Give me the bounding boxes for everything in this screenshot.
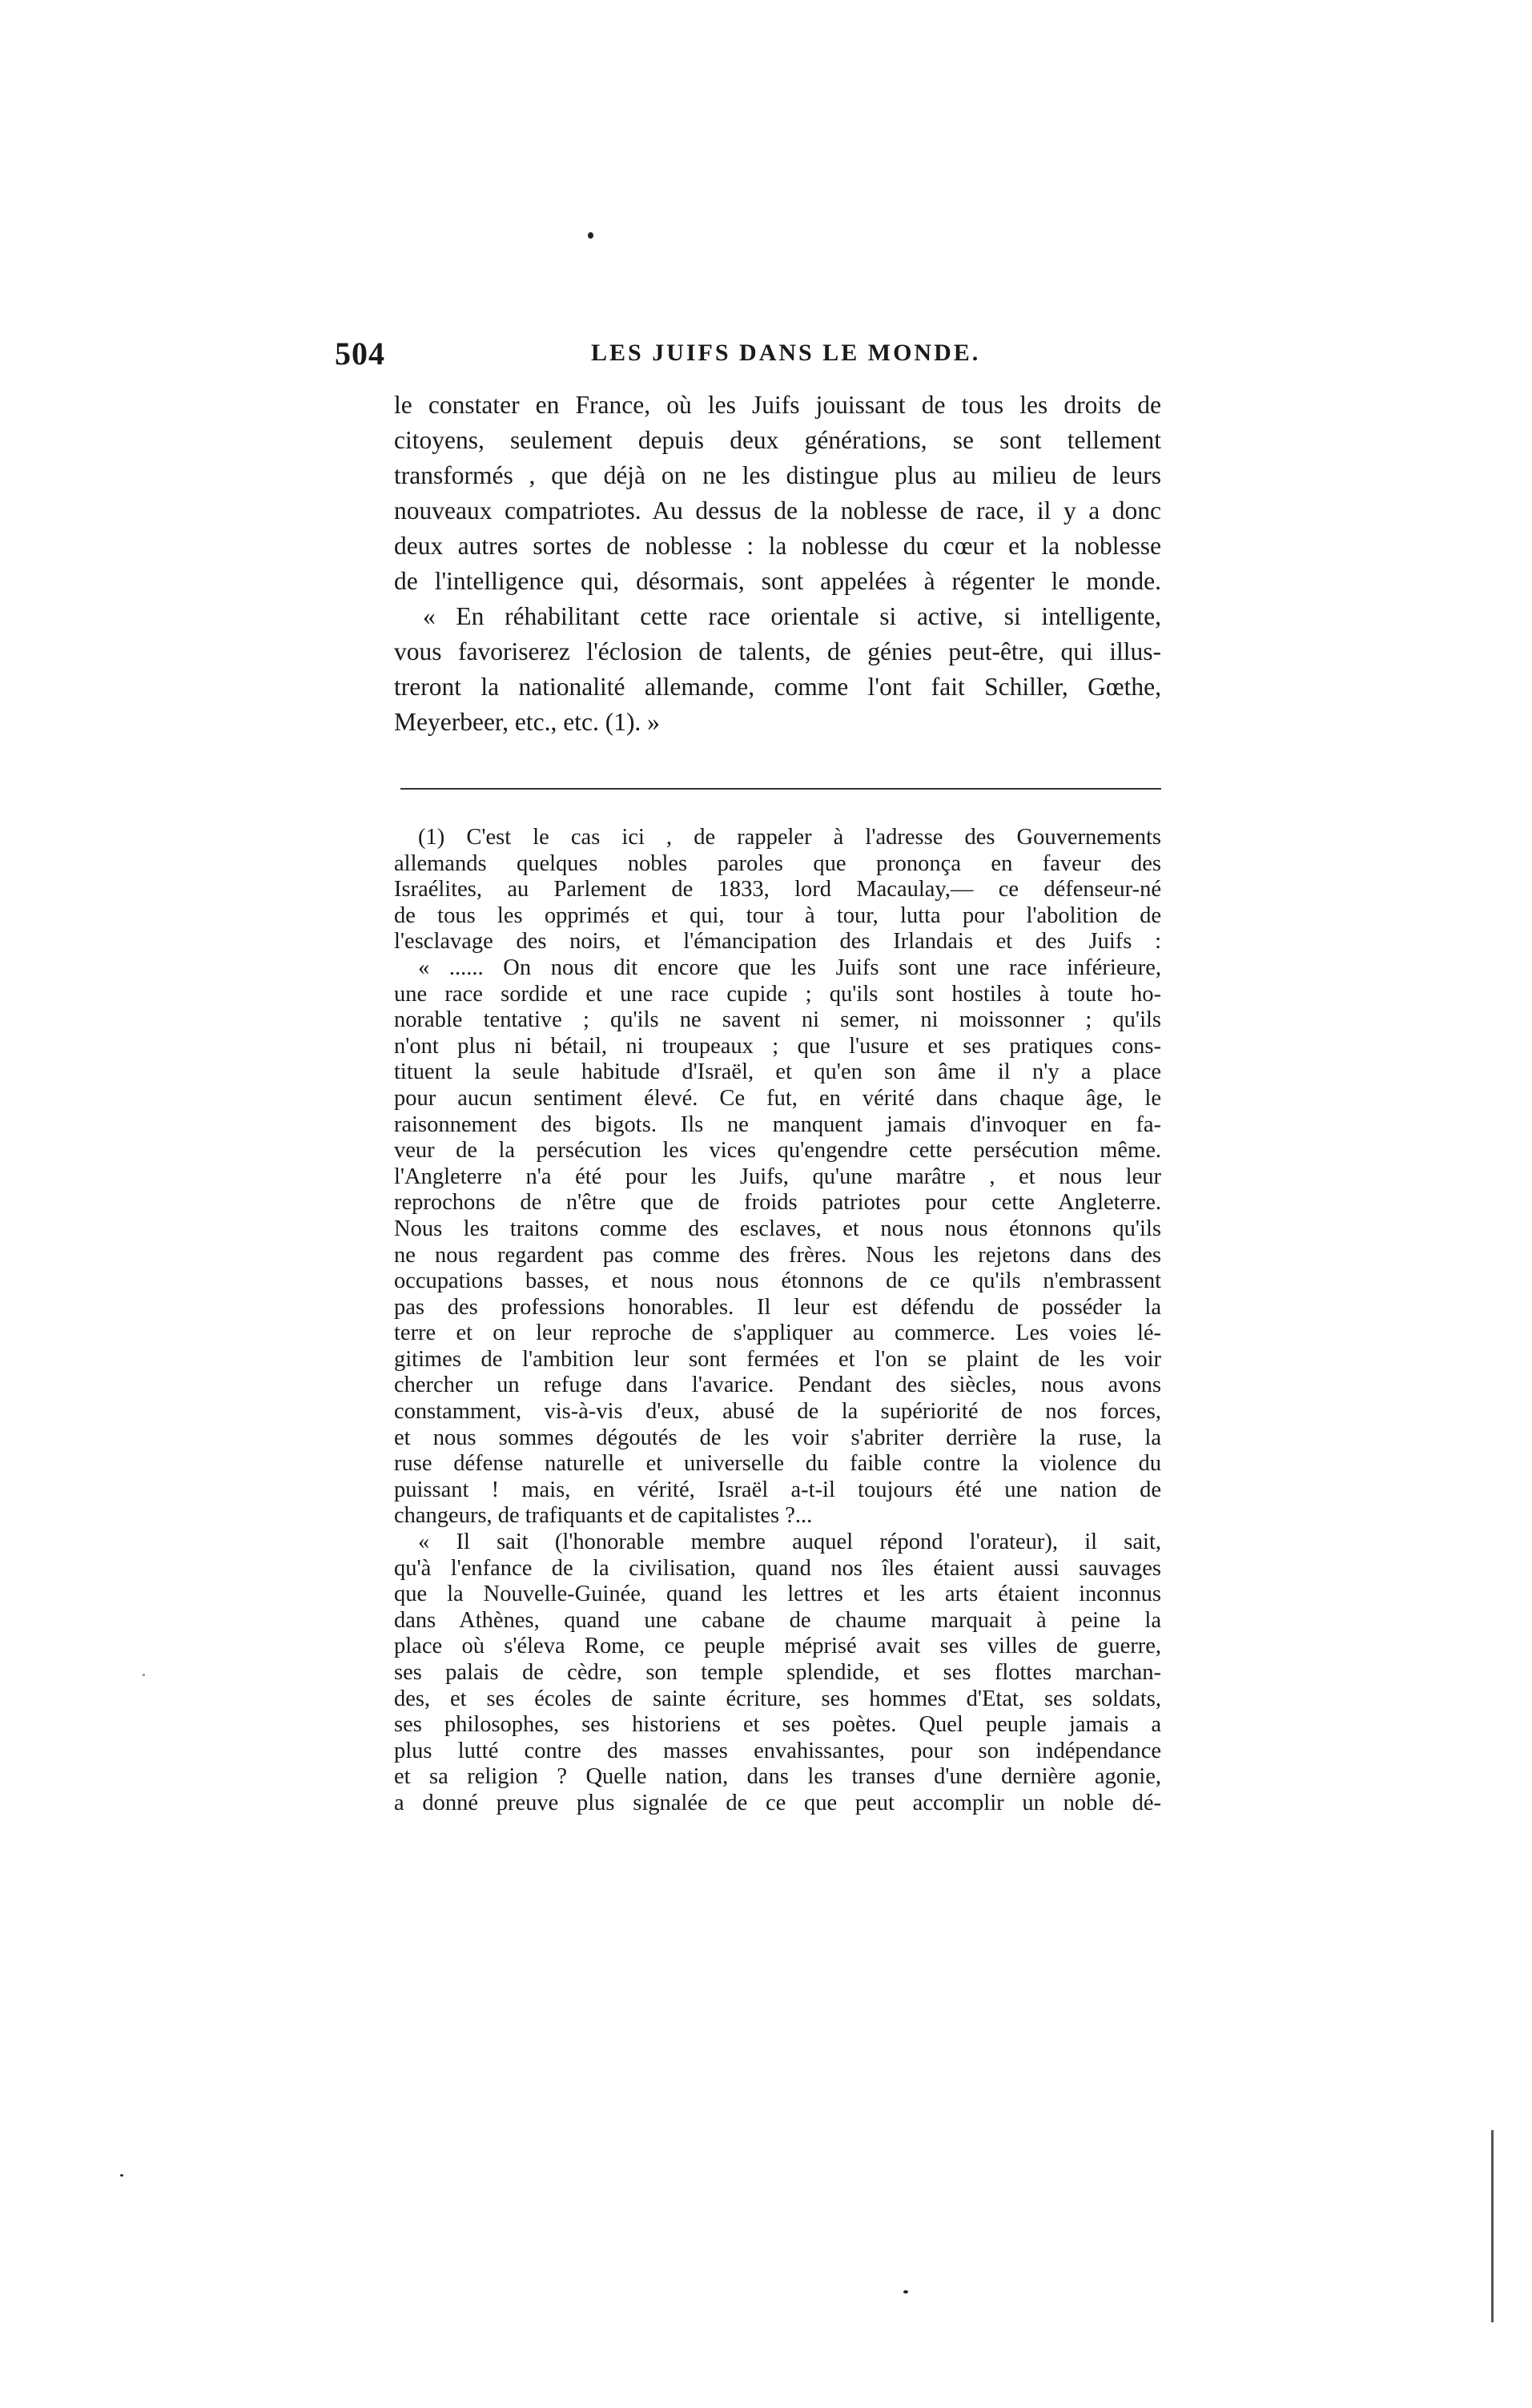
footnote-line: tituent la seule habitude d'Israël, et qu'en son âme il n'y a place <box>394 1059 1161 1085</box>
footnote-line: ne nous regardent pas comme des frères. Nous les rejetons dans des <box>394 1242 1161 1268</box>
footnote-line: constamment, vis-à-vis d'eux, abusé de la supériorité de nos forces, <box>394 1399 1161 1425</box>
footnote-line: chercher un refuge dans l'avarice. Pendant des siècles, nous avons <box>394 1373 1161 1398</box>
footnote-line: « ...... On nous dit encore que les Juifs sont une race inférieure, <box>418 955 1161 980</box>
ink-speck <box>903 2290 908 2293</box>
footnote-line: de tous les opprimés et qui, tour à tour, lutta pour l'abolition de <box>394 902 1161 928</box>
footnote-line: n'ont plus ni bétail, ni troupeaux ; que l'usure et ses pratiques cons- <box>394 1033 1161 1059</box>
footnote-line: qu'à l'enfance de la civilisation, quand nos îles étaient aussi sauvages <box>394 1555 1161 1581</box>
footnote-line: dans Athènes, quand une cabane de chaume marquait à peine la <box>394 1607 1161 1633</box>
text-line: transformés , que déjà on ne les distingue plus au milieu de leurs <box>394 461 1161 489</box>
text-line: « En réhabilitant cette race orientale si active, si intelligente, <box>423 602 1161 630</box>
text-line: de l'intelligence qui, désormais, sont appelées à régenter le monde. <box>394 567 1161 595</box>
footnote-line: et nous sommes dégoutés de les voir s'abriter derrière la ruse, la <box>394 1425 1161 1450</box>
footnote-line: (1) C'est le cas ici , de rappeler à l'adresse des Gouvernements <box>418 825 1161 850</box>
footnote-line: « Il sait (l'honorable membre auquel répond l'orateur), il sait, <box>418 1530 1161 1555</box>
footnote-line: pas des professions honorables. Il leur est défendu de posséder la <box>394 1294 1161 1320</box>
text-line: deux autres sortes de noblesse : la noblesse du cœur et la noblesse <box>394 532 1161 560</box>
text-line: Meyerbeer, etc., etc. (1). » <box>394 708 660 736</box>
footnote-line: gitimes de l'ambition leur sont fermées et l'on se plaint de les voir <box>394 1346 1161 1372</box>
scan-edge-mark <box>1491 2130 1494 2322</box>
footnote-line: l'Angleterre n'a été pour les Juifs, qu'une marâtre , et nous leur <box>394 1164 1161 1189</box>
footnote-line: pour aucun sentiment élevé. Ce fut, en vérité dans chaque âge, le <box>394 1085 1161 1111</box>
footnote-line: veur de la persécution les vices qu'engendre cette persécution même. <box>394 1138 1161 1164</box>
footnote-line: ses palais de cèdre, son temple splendide, et ses flottes marchan- <box>394 1660 1161 1685</box>
footnote-line: Israélites, au Parlement de 1833, lord Macaulay,— ce défenseur-né <box>394 877 1161 902</box>
footnote-line: occupations basses, et nous nous étonnons de ce qu'ils n'embrassent <box>394 1268 1161 1294</box>
text-line: le constater en France, où les Juifs jouissant de tous les droits de <box>394 391 1161 419</box>
footnote-line: et sa religion ? Quelle nation, dans les transes d'une dernière agonie, <box>394 1764 1161 1790</box>
footnote-line: l'esclavage des noirs, et l'émancipation des Irlandais et des Juifs : <box>394 929 1161 955</box>
footnote-line: des, et ses écoles de sainte écriture, ses hommes d'Etat, ses soldats, <box>394 1686 1161 1711</box>
text-line: citoyens, seulement depuis deux générations, se sont tellement <box>394 426 1161 454</box>
ink-speck <box>120 2174 123 2177</box>
text-line: nouveaux compatriotes. Au dessus de la noblesse de race, il y a donc <box>394 496 1161 525</box>
text-line: vous favoriserez l'éclosion de talents, de génies peut-être, qui illus- <box>394 637 1161 665</box>
ink-speck <box>143 1674 145 1676</box>
footnote-line: allemands quelques nobles paroles que prononça en faveur des <box>394 850 1161 876</box>
footnote-line: une race sordide et une race cupide ; qu'ils sont hostiles à toute ho- <box>394 981 1161 1007</box>
footnote-line: ruse défense naturelle et universelle du faible contre la violence du <box>394 1451 1161 1477</box>
footnote-line: norable tentative ; qu'ils ne savent ni semer, ni moissonner ; qu'ils <box>394 1007 1161 1033</box>
footnote-line: terre et on leur reproche de s'appliquer au commerce. Les voies lé- <box>394 1321 1161 1346</box>
footnote-line: place où s'éleva Rome, ce peuple méprisé avait ses villes de guerre, <box>394 1634 1161 1659</box>
footnote-separator <box>400 788 1161 790</box>
footnote-line: changeurs, de trafiquants et de capitalistes ?... <box>394 1503 813 1529</box>
footnote-line: reprochons de n'être que de froids patriotes pour cette Angleterre. <box>394 1190 1161 1216</box>
footnote-block <box>394 825 1161 1817</box>
footnote-line: raisonnement des bigots. Ils ne manquent jamais d'invoquer en fa- <box>394 1112 1161 1137</box>
footnote-line: plus lutté contre des masses envahissantes, pour son indépendance <box>394 1738 1161 1763</box>
text-line: treront la nationalité allemande, comme l'ont fait Schiller, Gœthe, <box>394 673 1161 701</box>
page-header <box>335 335 1161 375</box>
ink-speck <box>588 232 593 239</box>
footnote-line: que la Nouvelle-Guinée, quand les lettres et les arts étaient inconnus <box>394 1582 1161 1607</box>
running-title: LES JUIFS DANS LE MONDE. <box>591 340 981 366</box>
footnote-line: puissant ! mais, en vérité, Israël a-t-il toujours été une nation de <box>394 1477 1161 1502</box>
footnote-line: ses philosophes, ses historiens et ses poètes. Quel peuple jamais a <box>394 1712 1161 1738</box>
main-text-block <box>394 388 1161 740</box>
page-number: 504 <box>335 336 385 372</box>
footnote-line: a donné preuve plus signalée de ce que peut accomplir un noble dé- <box>394 1790 1161 1815</box>
footnote-line: Nous les traitons comme des esclaves, et nous nous étonnons qu'ils <box>394 1216 1161 1241</box>
